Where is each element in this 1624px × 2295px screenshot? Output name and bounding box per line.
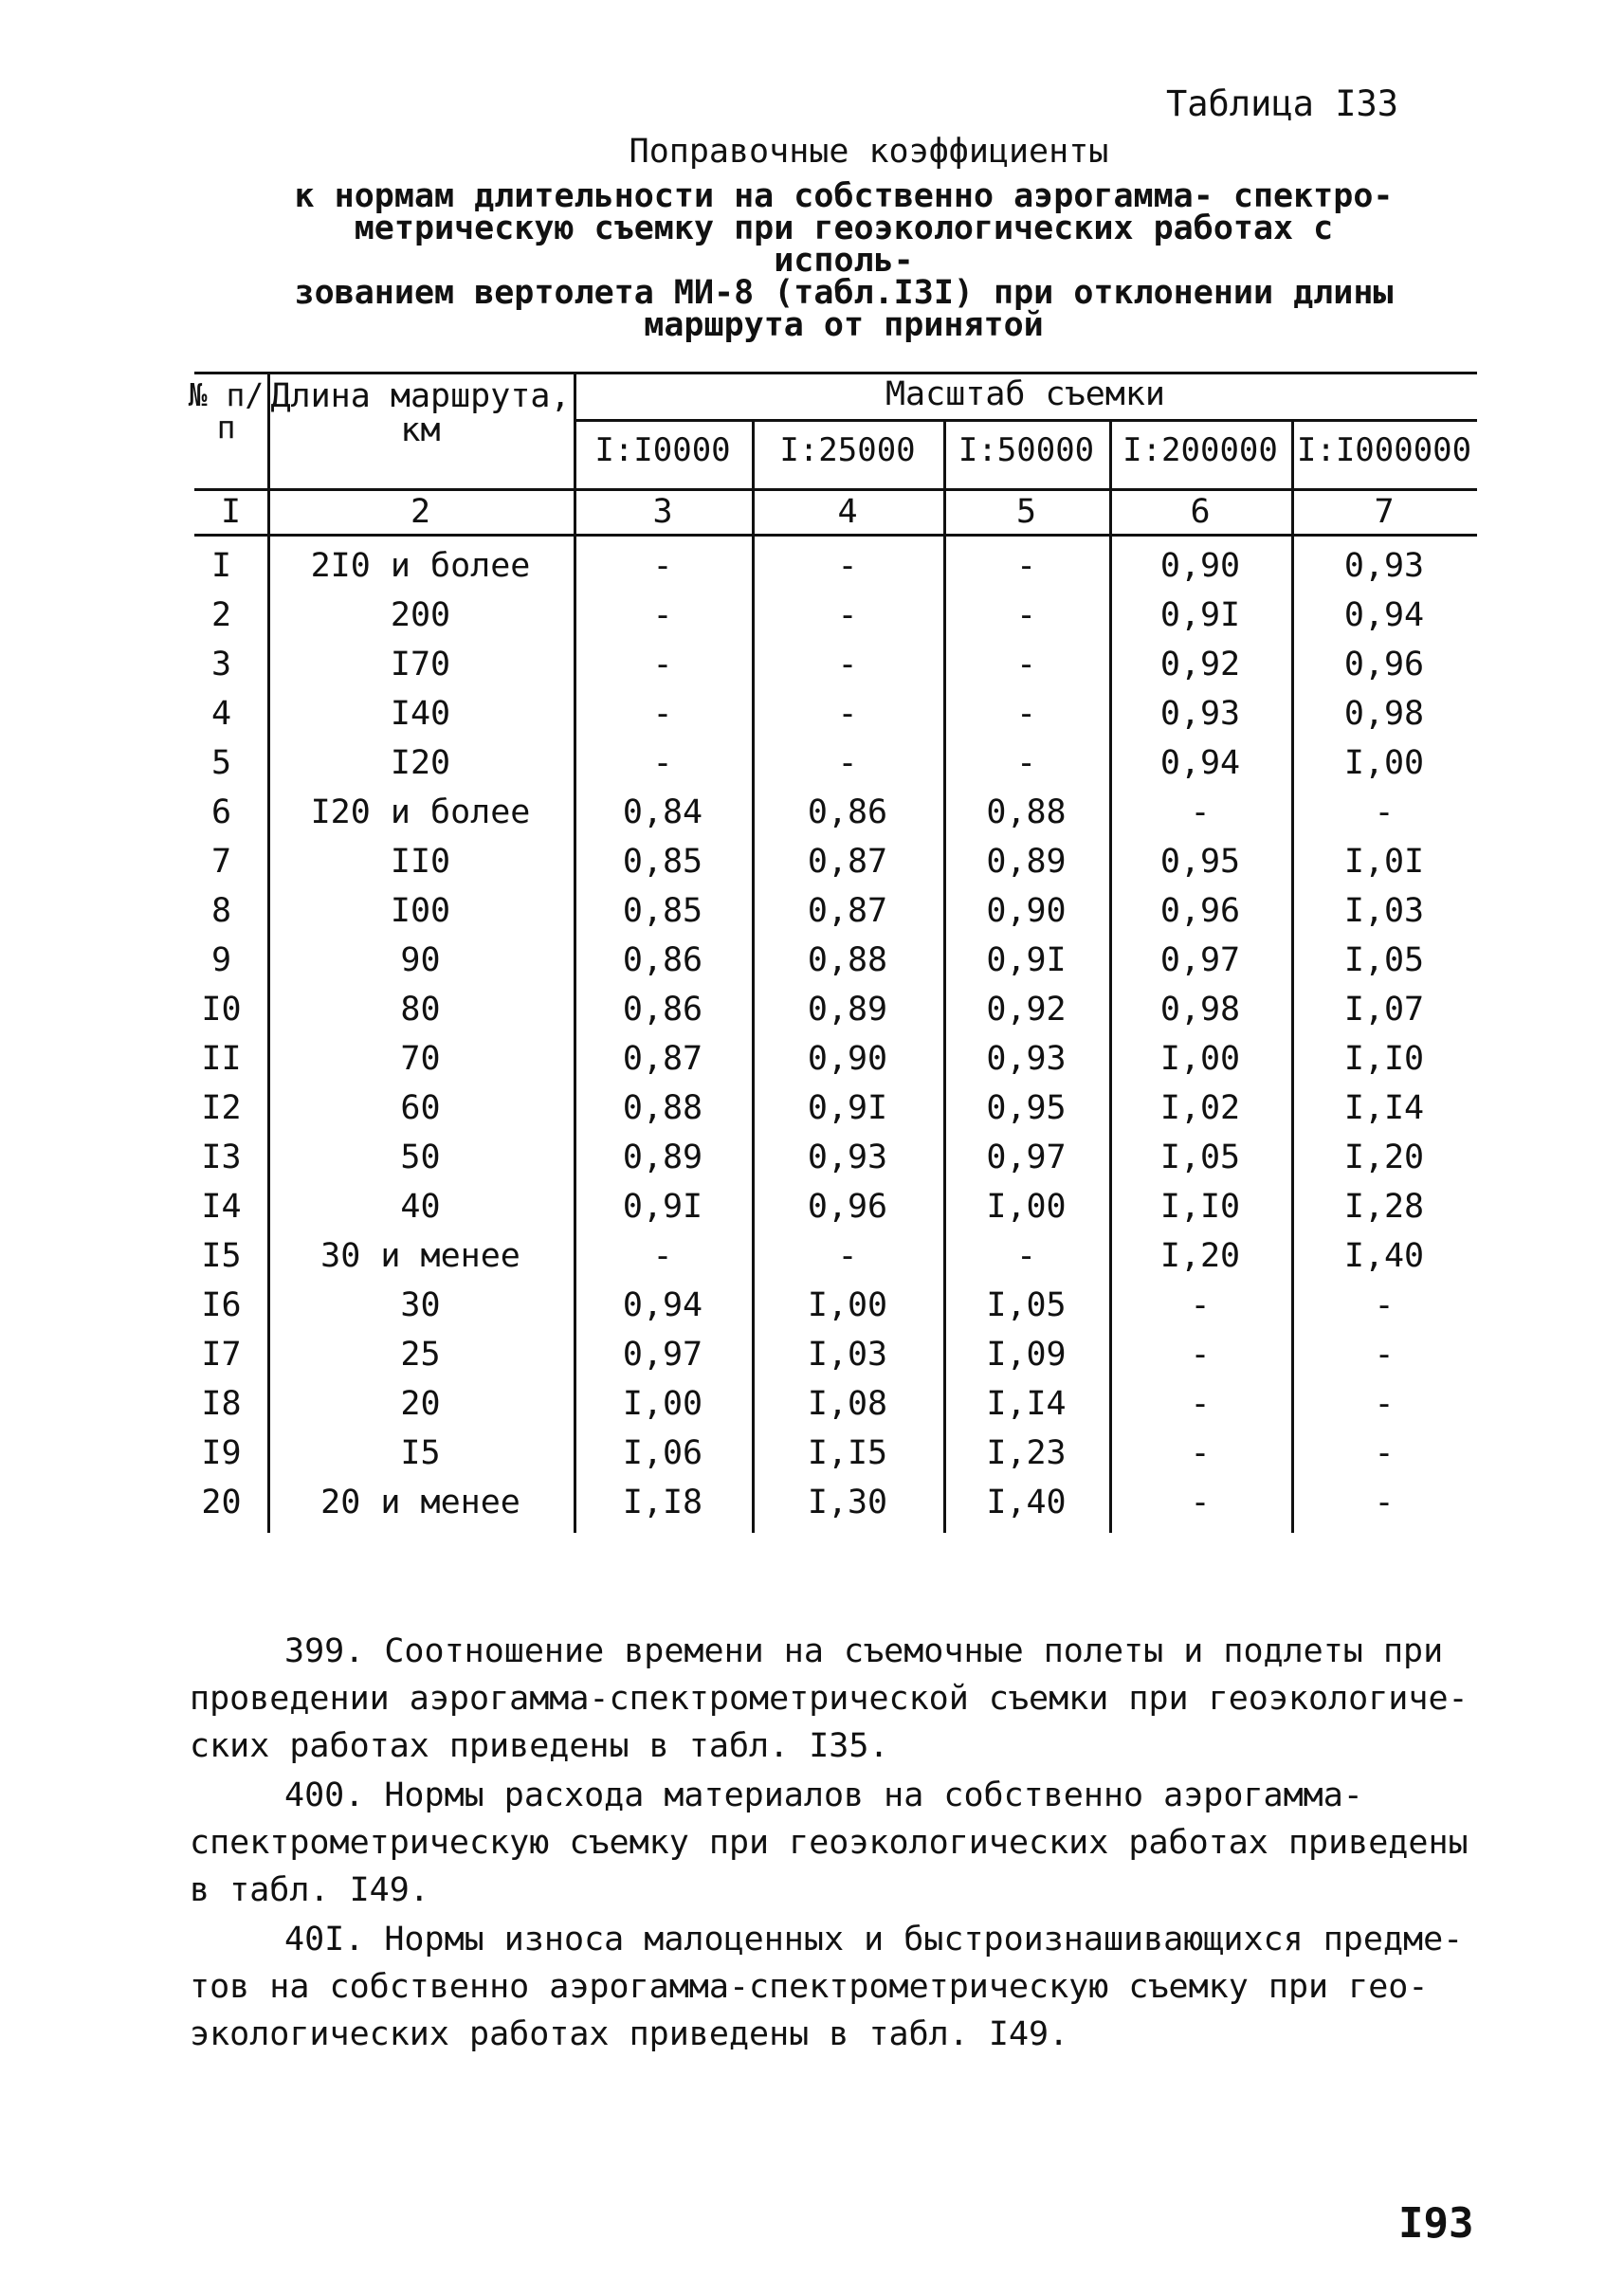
paragraph-line: 400. Нормы расхода материалов на собственно аэрогамма-	[284, 1776, 1363, 1814]
route-length: 70	[400, 1040, 441, 1078]
paragraph-line: 40I. Нормы износа малоценных и быстроизнашивающихся предме-	[284, 1921, 1464, 1958]
route-length: 80	[400, 991, 441, 1029]
row-number: I0	[201, 991, 242, 1029]
column-number: 5	[1015, 493, 1037, 531]
coefficient-value: 0,94	[1159, 744, 1241, 782]
row-number: 8	[210, 892, 232, 930]
coefficient-value: I,0I	[1343, 843, 1425, 881]
coefficient-value: 0,96	[1159, 892, 1241, 930]
paragraph-line: тов на собственно аэрогамма-спектрометрическую съемку при гео-	[190, 1968, 1429, 2006]
coefficient-value: -	[1190, 793, 1211, 831]
row-number: I6	[201, 1286, 242, 1324]
coefficient-value: 0,93	[1159, 695, 1241, 733]
coefficient-value: -	[652, 1237, 673, 1275]
coefficient-value: I,23	[986, 1434, 1067, 1472]
column-number: 2	[410, 493, 431, 531]
table-rule	[194, 488, 1477, 491]
paragraph-line: спектрометрическую съемку при геоэкологических работах приведены	[190, 1824, 1469, 1862]
route-length: 30	[400, 1286, 441, 1324]
coefficient-value: 0,89	[622, 1138, 703, 1176]
route-length: 2I0 и более	[310, 547, 531, 585]
coefficient-value: 0,88	[986, 793, 1067, 831]
table-rule	[194, 534, 1477, 537]
coefficient-value: I,03	[807, 1336, 888, 1374]
coefficient-value: -	[837, 547, 858, 585]
coefficient-value: 0,94	[1343, 596, 1425, 634]
row-number: 6	[210, 793, 232, 831]
coefficient-value: I,40	[1343, 1237, 1425, 1275]
coefficient-value: I,07	[1343, 991, 1425, 1029]
coefficient-value: 0,9I	[1159, 596, 1241, 634]
row-number: I3	[201, 1138, 242, 1176]
coefficient-value: -	[1015, 596, 1037, 634]
table-rule	[574, 419, 1477, 422]
coefficient-value: -	[1374, 1434, 1395, 1472]
coefficient-value: I,00	[1343, 744, 1425, 782]
route-length: I70	[390, 646, 451, 683]
subtitle-line: маршрута от принятой	[644, 306, 1044, 344]
paragraph-line: экологических работах приведены в табл. I49.	[190, 2015, 1069, 2053]
route-length: I00	[390, 892, 451, 930]
column-number: 6	[1190, 493, 1211, 531]
route-length: 20	[400, 1385, 441, 1423]
coefficient-value: I,I4	[1343, 1089, 1425, 1127]
coefficient-value: I,I5	[807, 1434, 888, 1472]
row-number: 4	[210, 695, 232, 733]
route-length: 50	[400, 1138, 441, 1176]
coefficient-value: -	[1190, 1434, 1211, 1472]
coefficient-value: 0,9I	[622, 1188, 703, 1226]
coefficient-value: -	[1190, 1484, 1211, 1521]
row-number: I	[210, 547, 232, 585]
row-number: 20	[201, 1484, 242, 1521]
row-number: 7	[210, 843, 232, 881]
coefficient-value: -	[1190, 1385, 1211, 1423]
coefficient-value: I,I4	[986, 1385, 1067, 1423]
coefficient-value: 0,90	[807, 1040, 888, 1078]
coefficient-value: I,28	[1343, 1188, 1425, 1226]
coefficient-value: 0,96	[807, 1188, 888, 1226]
header-num: № п/п	[188, 376, 265, 446]
coefficient-value: 0,9I	[986, 941, 1067, 979]
table-rule	[194, 372, 1477, 374]
coefficient-value: -	[1015, 547, 1037, 585]
route-length: 20 и менее	[320, 1484, 520, 1521]
coefficient-value: -	[1015, 1237, 1037, 1275]
coefficient-value: 0,86	[807, 793, 888, 831]
coefficient-value: -	[837, 744, 858, 782]
header-length: Длина маршрута, км	[270, 377, 571, 449]
row-number: I2	[201, 1089, 242, 1127]
coefficient-value: 0,92	[1159, 646, 1241, 683]
column-number: 4	[837, 493, 858, 531]
coefficient-value: -	[1015, 646, 1037, 683]
paragraph-line: 399. Соотношение времени на съемочные полеты и подлеты при	[284, 1632, 1444, 1670]
coefficient-value: 0,88	[807, 941, 888, 979]
route-length: 90	[400, 941, 441, 979]
coefficient-value: 0,93	[807, 1138, 888, 1176]
coefficient-value: 0,95	[986, 1089, 1067, 1127]
row-number: I8	[201, 1385, 242, 1423]
coefficient-value: -	[1374, 1336, 1395, 1374]
coefficient-value: 0,98	[1159, 991, 1241, 1029]
coefficient-value: -	[652, 744, 673, 782]
route-length: I20	[390, 744, 451, 782]
coefficient-value: -	[837, 695, 858, 733]
coefficient-value: 0,87	[807, 892, 888, 930]
coefficient-value: 0,90	[986, 892, 1067, 930]
route-length: 200	[390, 596, 451, 634]
subtitle-line: метрическую съемку при геоэкологических работах с исполь-	[354, 209, 1334, 280]
coefficient-value: 0,89	[986, 843, 1067, 881]
coefficient-value: 0,86	[622, 941, 703, 979]
coefficient-value: I,00	[986, 1188, 1067, 1226]
column-number: 7	[1374, 493, 1395, 531]
paragraph-line: проведении аэрогамма-спектрометрической съемки при геоэкологиче-	[190, 1680, 1469, 1718]
coefficient-value: 0,92	[986, 991, 1067, 1029]
coefficient-value: 0,84	[622, 793, 703, 831]
coefficient-value: I,08	[807, 1385, 888, 1423]
header-scale: I:I0000	[594, 431, 731, 469]
coefficient-value: I,02	[1159, 1089, 1241, 1127]
coefficient-value: I,00	[807, 1286, 888, 1324]
coefficient-value: 0,85	[622, 843, 703, 881]
coefficient-value: -	[1374, 1286, 1395, 1324]
route-length: 30 и менее	[320, 1237, 520, 1275]
coefficient-value: 0,97	[622, 1336, 703, 1374]
coefficient-value: I,40	[986, 1484, 1067, 1521]
route-length: II0	[390, 843, 451, 881]
coefficient-value: 0,86	[622, 991, 703, 1029]
route-length: 25	[400, 1336, 441, 1374]
coefficient-value: -	[1190, 1336, 1211, 1374]
coefficient-value: 0,9I	[807, 1089, 888, 1127]
row-number: II	[201, 1040, 242, 1078]
coefficient-value: -	[1015, 695, 1037, 733]
coefficient-value: I,05	[986, 1286, 1067, 1324]
header-scale-group: Масштаб съемки	[885, 375, 1165, 413]
coefficient-value: -	[1015, 744, 1037, 782]
coefficient-value: I,I0	[1159, 1188, 1241, 1226]
coefficient-value: 0,98	[1343, 695, 1425, 733]
route-length: I5	[400, 1434, 441, 1472]
row-number: 5	[210, 744, 232, 782]
subtitle-line: зованием вертолета МИ-8 (табл.I3I) при отклонении длины	[294, 274, 1394, 312]
coefficient-value: I,05	[1343, 941, 1425, 979]
header-scale: I:25000	[779, 431, 916, 469]
coefficient-value: I,20	[1159, 1237, 1241, 1275]
page-number: I93	[1398, 2199, 1474, 2248]
paragraph-line: ских работах приведены в табл. I35.	[190, 1727, 889, 1765]
header-scale: I:50000	[958, 431, 1095, 469]
coefficient-value: 0,90	[1159, 547, 1241, 585]
coefficient-value: I,03	[1343, 892, 1425, 930]
coefficient-value: I,06	[622, 1434, 703, 1472]
coefficient-value: 0,96	[1343, 646, 1425, 683]
coefficient-value: 0,93	[986, 1040, 1067, 1078]
row-number: 9	[210, 941, 232, 979]
column-number: I	[220, 493, 242, 531]
coefficient-value: -	[652, 596, 673, 634]
subtitle-line: к нормам длительности на собственно аэрогамма- спектро-	[294, 177, 1394, 215]
coefficient-value: 0,85	[622, 892, 703, 930]
coefficient-value: 0,94	[622, 1286, 703, 1324]
coefficient-value: I,I8	[622, 1484, 703, 1521]
row-number: 3	[210, 646, 232, 683]
coefficient-value: 0,97	[1159, 941, 1241, 979]
coefficient-value: 0,87	[807, 843, 888, 881]
coefficient-value: 0,88	[622, 1089, 703, 1127]
coefficient-value: I,30	[807, 1484, 888, 1521]
coefficient-value: 0,87	[622, 1040, 703, 1078]
row-number: 2	[210, 596, 232, 634]
row-number: I5	[201, 1237, 242, 1275]
table-title: Поправочные коэффициенты	[629, 133, 1109, 171]
coefficient-value: 0,89	[807, 991, 888, 1029]
route-length: I20 и более	[310, 793, 531, 831]
table-label: Таблица I33	[1166, 83, 1399, 124]
route-length: 60	[400, 1089, 441, 1127]
coefficient-value: I,20	[1343, 1138, 1425, 1176]
coefficient-value: -	[652, 695, 673, 733]
coefficient-value: -	[837, 596, 858, 634]
coefficient-value: I,I0	[1343, 1040, 1425, 1078]
coefficient-value: I,05	[1159, 1138, 1241, 1176]
coefficient-value: -	[1374, 1385, 1395, 1423]
coefficient-value: -	[1190, 1286, 1211, 1324]
coefficient-value: -	[1374, 793, 1395, 831]
coefficient-value: I,00	[1159, 1040, 1241, 1078]
coefficient-value: -	[837, 1237, 858, 1275]
row-number: I4	[201, 1188, 242, 1226]
header-scale: I:200000	[1122, 431, 1278, 469]
coefficient-value: 0,93	[1343, 547, 1425, 585]
route-length: 40	[400, 1188, 441, 1226]
route-length: I40	[390, 695, 451, 733]
row-number: I7	[201, 1336, 242, 1374]
paragraph-line: в табл. I49.	[190, 1871, 429, 1909]
coefficient-value: -	[652, 646, 673, 683]
coefficient-value: -	[652, 547, 673, 585]
header-scale: I:I000000	[1296, 431, 1472, 469]
row-number: I9	[201, 1434, 242, 1472]
coefficient-value: -	[1374, 1484, 1395, 1521]
coefficient-value: I,00	[622, 1385, 703, 1423]
coefficient-value: 0,95	[1159, 843, 1241, 881]
coefficient-value: -	[837, 646, 858, 683]
column-number: 3	[652, 493, 673, 531]
coefficient-value: I,09	[986, 1336, 1067, 1374]
coefficient-value: 0,97	[986, 1138, 1067, 1176]
